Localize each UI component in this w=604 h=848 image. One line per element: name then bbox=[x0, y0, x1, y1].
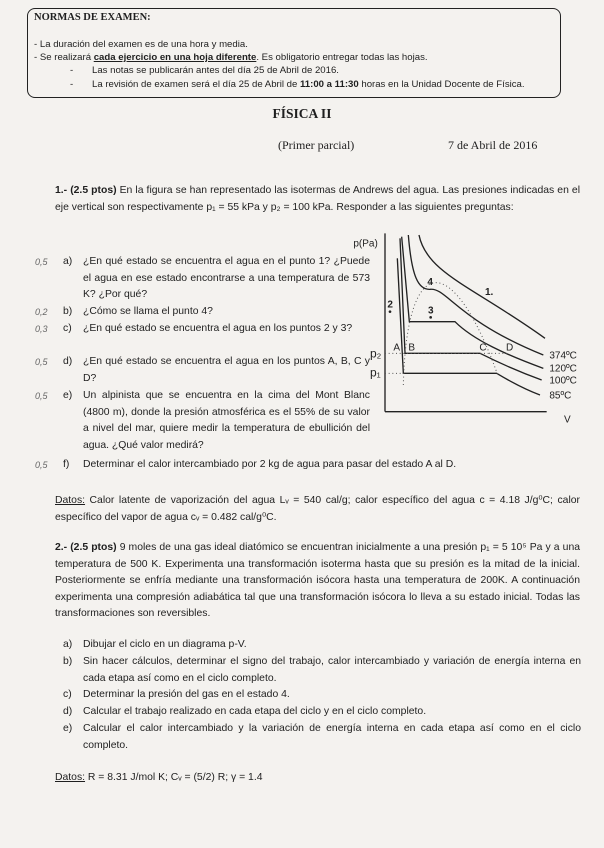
q2-item-a bbox=[63, 637, 581, 654]
item-letter: a) bbox=[63, 256, 73, 267]
y-axis-label: p(Pa) bbox=[353, 238, 378, 250]
question-number: 1.- (2.5 ptos) bbox=[55, 185, 117, 196]
item-text: Sin hacer cálculos, determinar el signo del trabajo, calor intercambiado y variación de energía interna en cada etapa así como en el ciclo completo. bbox=[83, 656, 581, 684]
item-text: ¿En qué estado se encuentra el agua en el punto 1? ¿Puede el agua en ese estado encontrarse a una temperatura de 573 K? ¿Por qué? bbox=[83, 256, 370, 300]
rule-text: Las notas se publicarán antes del día 25 de Abril de 2016. bbox=[92, 65, 339, 76]
rule-duration: - La duración del examen es de una hora y media. bbox=[34, 39, 248, 50]
data-text: R = 8.31 J/mol K; Cᵥ = (5/2) R; γ = 1.4 bbox=[85, 772, 263, 783]
p2-label: p₂ bbox=[370, 346, 382, 361]
question-2-intro bbox=[55, 540, 580, 623]
question-2-data bbox=[55, 770, 580, 787]
bullet-dash: - bbox=[70, 79, 74, 90]
item-letter: f) bbox=[63, 459, 70, 470]
item-letter: b) bbox=[63, 306, 73, 317]
item-letter: c) bbox=[63, 689, 72, 700]
item-text: Determinar la presión del gas en el estado 4. bbox=[83, 689, 290, 700]
item-letter: a) bbox=[63, 639, 73, 650]
item-text: Determinar el calor intercambiado por 2 kg de agua para pasar del estado A al D. bbox=[83, 459, 457, 470]
isotherm-100 bbox=[400, 238, 542, 380]
q1-item-a bbox=[35, 254, 370, 304]
isotherm-label-374: 374ºC bbox=[549, 350, 577, 362]
point-b-label: B bbox=[408, 342, 416, 354]
item-text: Un alpinista que se encuentra en la cima del Mont Blanc (4800 m), donde la presión atmosférica es el 55% de su valor a nivel del mar, quiere medir la temperatura de ebullición del agua. ¿Qué valor medirá? bbox=[83, 390, 370, 451]
item-score: 0,5 bbox=[35, 460, 48, 470]
isotherm-85 bbox=[397, 258, 540, 395]
item-text: ¿En qué estado se encuentra el agua en los puntos A, B, C y D? bbox=[83, 356, 370, 384]
rule-review-date bbox=[70, 79, 525, 90]
data-label: Datos: bbox=[55, 495, 86, 506]
rule-text: - Se realizará bbox=[34, 52, 94, 63]
exam-subtitle: (Primer parcial) bbox=[278, 138, 355, 152]
q2-item-b bbox=[63, 654, 581, 687]
item-letter: b) bbox=[63, 656, 73, 667]
isotherm-120 bbox=[402, 237, 544, 369]
data-label: Datos: bbox=[55, 772, 86, 783]
point-2-marker bbox=[389, 310, 392, 313]
q1-item-c bbox=[35, 321, 370, 338]
q1-item-b bbox=[35, 304, 370, 321]
point-d-label: D bbox=[506, 342, 514, 354]
p1-label: p₁ bbox=[370, 365, 381, 380]
rule-grades-date bbox=[70, 65, 339, 76]
isotherm-label-100: 100ºC bbox=[549, 375, 577, 387]
question-1-intro bbox=[55, 183, 580, 216]
question-number: 2.- (2.5 ptos) bbox=[55, 542, 117, 553]
bullet-dash: - bbox=[70, 65, 74, 76]
exam-date: 7 de Abril de 2016 bbox=[448, 138, 538, 152]
andrews-isotherms-diagram bbox=[340, 230, 600, 430]
rule-time: 11:00 a 11:30 bbox=[300, 79, 359, 90]
point-a-label: A bbox=[393, 342, 401, 354]
isotherm-label-120: 120ºC bbox=[549, 363, 577, 375]
item-text: Calcular el calor intercambiado y la variación de energía interna en cada etapa así como en el ciclo completo. bbox=[83, 723, 581, 751]
point-4-label: 4 bbox=[427, 277, 433, 288]
point-2-label: 2 bbox=[387, 299, 393, 311]
q2-item-d bbox=[63, 704, 581, 721]
isotherm-label-85: 85ºC bbox=[549, 390, 572, 402]
question-text: En la figura se han representado las isotermas de Andrews del agua. Las presiones indicadas en el eje vertical son respectivamente p₁ = 55 kPa y p₂ = 100 kPa. Responder a las siguientes preguntas: bbox=[55, 185, 580, 213]
rule-emphasis: cada ejercicio en una hoja diferente bbox=[93, 52, 257, 63]
item-text: ¿En qué estado se encuentra el agua en los puntos 2 y 3? bbox=[83, 323, 353, 334]
item-score: 0,3 bbox=[35, 324, 48, 334]
isotherm-high bbox=[419, 235, 545, 338]
item-score: 0,2 bbox=[35, 307, 48, 317]
item-letter: d) bbox=[63, 356, 73, 367]
rule-text: horas en la Unidad Docente de Física. bbox=[358, 79, 525, 90]
question-text: 9 moles de una gas ideal diatómico se encuentran inicialmente a una presión p₁ = 5 10⁵ Pa y a una temperatura de 500 K. Experimenta una transformación isoterma hasta que su presión es la mitad de la inicial. Posteriormente se enfría mediante una transformación isócora hasta una temperatura de 200K. A continuación experimenta una compresión adiabática tal que una transformación isócora lo lleva a su estado inicial. Todas las transformaciones son reversibles. bbox=[55, 542, 581, 619]
rule-text: . Es obligatorio entregar todas las hojas. bbox=[256, 52, 428, 63]
item-text: Dibujar el ciclo en un diagrama p-V. bbox=[83, 639, 247, 650]
item-score: 0,5 bbox=[35, 391, 48, 401]
point-c-label: C bbox=[479, 342, 487, 354]
data-text: Calor latente de vaporización del agua Lᵥ = 540 cal/g; calor específico del agua c = 4.18 J/g⁰C; calor específico del vapor de agua cᵥ = 0.482 cal/g⁰C. bbox=[55, 495, 580, 523]
page-title: FÍSICA II bbox=[272, 106, 332, 121]
q1-item-d bbox=[35, 354, 370, 387]
item-text: ¿Cómo se llama el punto 4? bbox=[83, 306, 213, 317]
q2-item-e bbox=[63, 721, 581, 754]
point-3-label: 3 bbox=[428, 305, 434, 317]
item-letter: e) bbox=[63, 723, 73, 734]
x-axis-label: V bbox=[564, 414, 571, 426]
item-text: Calcular el trabajo realizado en cada etapa del ciclo y en el ciclo completo. bbox=[83, 706, 427, 717]
item-score: 0,5 bbox=[35, 357, 48, 367]
point-3-marker bbox=[429, 316, 432, 319]
item-letter: c) bbox=[63, 323, 72, 334]
item-score: 0,5 bbox=[35, 257, 48, 267]
item-letter: d) bbox=[63, 706, 73, 717]
item-letter: e) bbox=[63, 390, 73, 401]
rule-text: La revisión de examen será el día 25 de Abril de bbox=[92, 79, 300, 90]
rule-separate-sheets bbox=[34, 52, 428, 63]
q1-item-e bbox=[35, 388, 370, 454]
q2-item-c bbox=[63, 687, 581, 704]
q1-item-f bbox=[35, 457, 595, 474]
question-1-data bbox=[55, 493, 580, 526]
rules-title: NORMAS DE EXAMEN: bbox=[34, 12, 151, 23]
point-1-label: 1. bbox=[485, 287, 494, 298]
